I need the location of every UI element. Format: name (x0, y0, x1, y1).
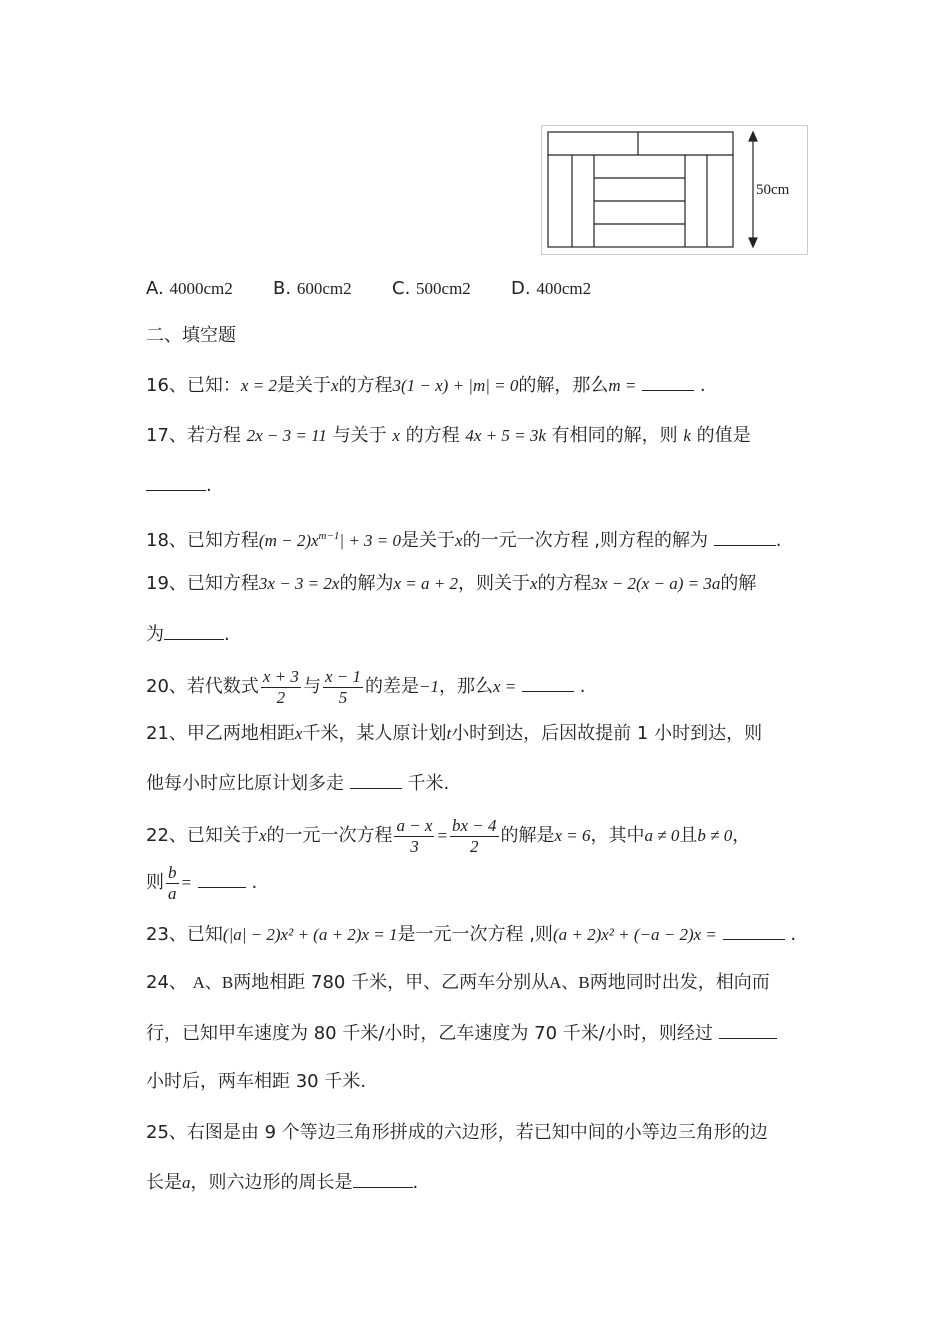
answer-blank (714, 527, 776, 546)
answer-blank (723, 921, 785, 940)
rectangle-figure (541, 125, 808, 255)
question-22-line-2: 则 $\frac{b}{a}$ = . (146, 862, 258, 903)
fraction: $\frac{b}{a}$ (168, 862, 177, 903)
question-25: 25、右图是由 9 个等边三角形拼成的六边形，若已知中间的小等边三角形的边 (146, 1122, 768, 1143)
fraction: $\frac{x - 1}{5}$ (324, 666, 361, 707)
option-a: A. 4000cm2 (146, 278, 233, 299)
question-18: 18、已知方程$(m - 2)x^{m-1}| + 3 = 0$是关于x的一元一次方程 ,则方程的解为 . (146, 523, 782, 554)
answer-blank (719, 1020, 777, 1039)
question-17-answer: . (146, 472, 212, 499)
option-b: B. 600cm2 (273, 278, 352, 299)
answer-blank (350, 770, 402, 789)
fraction: $\frac{a - x}{3}$ (396, 815, 433, 856)
question-19: 19、已知方程3x − 3 = 2x的解为x = a + 2，则关于x的方程3x − 2(x − a) = 3a的解 (146, 573, 757, 594)
fraction: $\frac{bx - 4}{2}$ (451, 815, 497, 856)
question-22: 22、已知关于x的一元一次方程 $\frac{a - x}{3}$ = $\frac{bx - 4}{2}$ 的解是x = 6，其中a ≠ 0且b ≠ 0， (146, 815, 751, 856)
answer-blank (642, 372, 694, 391)
question-24: 24、 A、B两地相距 780 千米，甲、乙两车分别从A、B两地同时出发，相向而 (146, 972, 770, 993)
section-title: 二、填空题 (146, 325, 236, 346)
question-17: 17、若方程 2x − 3 = 11 与关于 x 的方程 4x + 5 = 3k 有相同的解，则 k 的值是 (146, 425, 751, 446)
answer-blank (522, 673, 574, 692)
answer-blank (146, 472, 206, 491)
answer-blank (164, 621, 224, 640)
question-25-line-2: 长是a，则六边形的周长是 . (146, 1169, 418, 1196)
question-16: 16、已知：x = 2是关于x的方程3(1 − x) + |m| = 0的解，那么m = . (146, 372, 706, 399)
question-20: 20、若代数式 $\frac{x + 3}{2}$ 与 $\frac{x - 1}{5}$ 的差是−1，那么x = . (146, 666, 586, 707)
height-label: 50cm (756, 182, 790, 198)
question-24-line-2: 行，已知甲车速度为 80 千米/小时，乙车速度为 70 千米/小时，则经过 (146, 1020, 777, 1047)
question-21: 21、甲乙两地相距x千米，某人原计划t小时到达，后因故提前 1 小时到达，则 (146, 723, 763, 744)
figure-drawing (542, 126, 807, 254)
question-21-line-2: 他每小时应比原计划多走 千米. (146, 770, 449, 797)
question-23: 23、已知(|a| − 2)x² + (a + 2)x = 1是一元一次方程 ,则(a + 2)x² + (−a − 2)x = . (146, 921, 796, 948)
fraction: $\frac{x + 3}{2}$ (262, 666, 299, 707)
question-24-line-3: 小时后，两车相距 30 千米. (146, 1071, 367, 1092)
answer-blank (353, 1169, 413, 1188)
option-c: C. 500cm2 (392, 278, 471, 299)
option-d: D. 400cm2 (511, 278, 592, 299)
question-19-answer: 为 . (146, 621, 230, 648)
answer-blank (198, 869, 246, 888)
